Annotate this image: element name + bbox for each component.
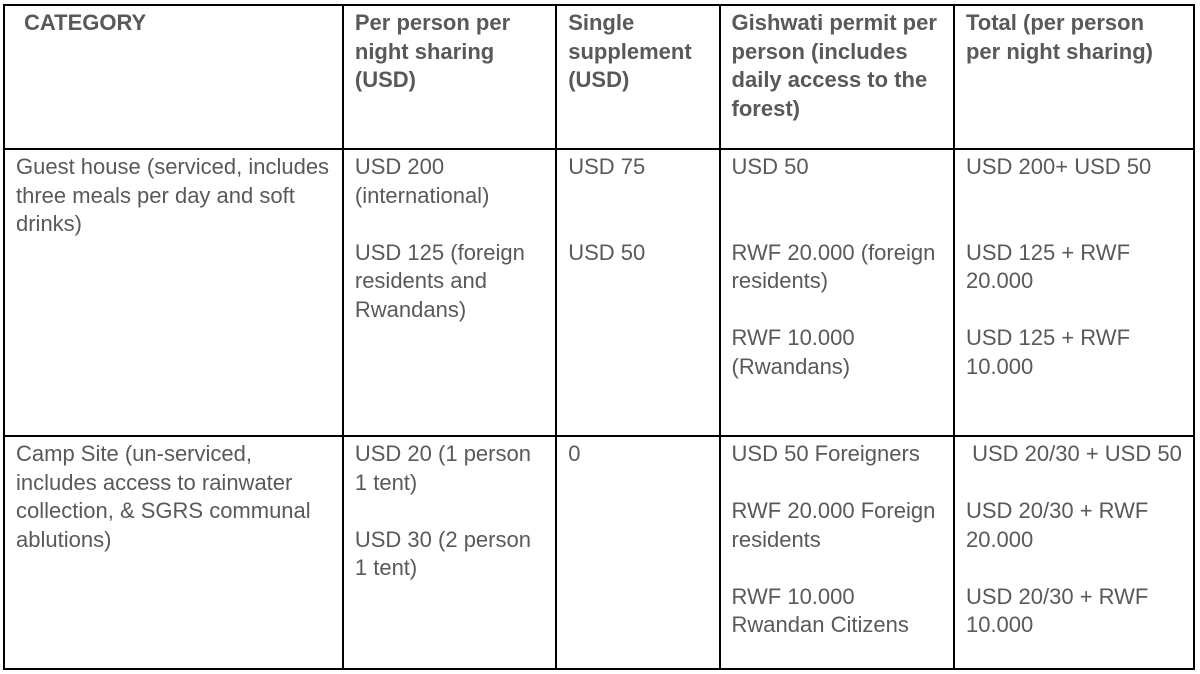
cell-category: Camp Site (un-serviced, includes access to rainwater collection, & SGRS communal ablutions) [4,436,343,669]
price-item: RWF 10.000 Rwandan Citizens [731,583,909,637]
price-item: RWF 20.000 Foreign residents [731,498,936,552]
cell-category: Guest house (serviced, includes three meals per day and soft drinks) [4,149,343,436]
header-row [4,5,1194,149]
header-permit: Gishwati permit per person (includes daily access to the forest) [720,5,954,149]
pricing-table [3,4,1195,670]
price-item: USD 200+ USD 50 [965,154,1152,179]
header-category: CATEGORY [4,5,343,149]
pricing-table-container [3,4,1195,670]
price-item: USD 20/30 + RWF 20.000 [965,498,1149,552]
cell-total [954,436,1194,669]
header-single-supplement: Single supplement (USD) [556,5,719,149]
cell-total [954,149,1194,436]
price-item: USD 50 Foreigners [731,441,920,466]
price-item: USD 125 + RWF 10.000 [965,325,1131,379]
table-row-camp-site [4,436,1194,669]
price-item: USD 20/30 + USD 50 [965,441,1182,466]
header-per-person: Per person per night sharing (USD) [343,5,556,149]
cell-permit [720,149,954,436]
cell-single-supplement [556,436,719,669]
price-item: 0 [568,441,581,466]
cell-permit [720,436,954,669]
price-item: USD 20 (1 person 1 tent) [354,441,531,495]
price-item: USD 50 [568,239,646,265]
price-item: RWF 10.000 (Rwandans) [731,325,855,379]
header-total: Total (per person per night sharing) [954,5,1194,149]
price-item: USD 200 (international) [354,154,490,208]
cell-per-person [343,149,556,436]
cell-single-supplement [556,149,719,436]
table-row-guest-house [4,149,1194,436]
price-item: USD 125 (foreign residents and Rwandans) [354,239,525,322]
cell-per-person [343,436,556,669]
price-item: USD 125 + RWF 20.000 [965,239,1131,293]
price-item: USD 75 [568,154,646,179]
price-item: USD 30 (2 person 1 tent) [354,526,531,580]
price-item: USD 20/30 + RWF 10.000 [965,583,1149,637]
price-item: RWF 20.000 (foreign residents) [731,239,936,293]
price-item: USD 50 [731,154,809,179]
